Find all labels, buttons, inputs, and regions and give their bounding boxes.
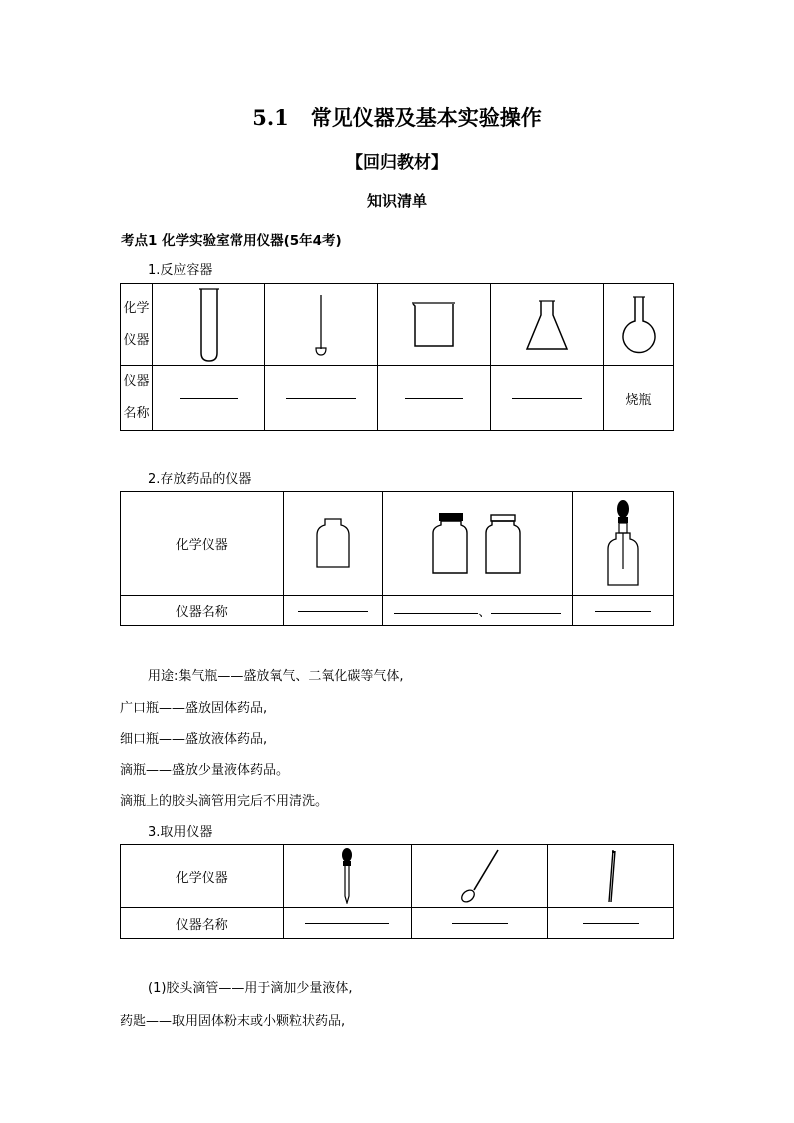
blank-cell[interactable] bbox=[283, 596, 383, 626]
tool-usage-line: (1)胶头滴管——用于滴加少量液体, bbox=[148, 981, 353, 996]
blank-cell[interactable] bbox=[283, 908, 412, 939]
medicine-spoon-icon bbox=[458, 848, 502, 904]
blank-cell[interactable] bbox=[548, 908, 674, 939]
title-text: 常见仪器及基本实验操作 bbox=[310, 105, 542, 130]
answer-blank[interactable] bbox=[491, 612, 561, 614]
point-heading: 考点1 化学实验室常用仪器(5年4考) bbox=[121, 233, 342, 249]
table3-label: 3.取用仪器 bbox=[148, 825, 213, 840]
test-tube-icon bbox=[199, 287, 219, 363]
table2-label: 2.存放药品的仪器 bbox=[148, 472, 252, 487]
table1-label: 1.反应容器 bbox=[148, 263, 213, 278]
answer-blank[interactable] bbox=[583, 922, 639, 924]
blank-cell[interactable] bbox=[573, 596, 674, 626]
blank-separator: 、 bbox=[478, 605, 492, 620]
answer-blank[interactable] bbox=[405, 397, 463, 399]
subtitle: 【回归教材】 bbox=[346, 153, 448, 173]
table2-row-instrument bbox=[121, 492, 674, 596]
cell-test-tube bbox=[153, 284, 265, 366]
blank-cell[interactable] bbox=[412, 908, 548, 939]
taking-tools-table bbox=[120, 844, 674, 939]
title-number: 5.1 bbox=[252, 105, 289, 130]
dropper-icon bbox=[340, 848, 354, 904]
answer-blank[interactable] bbox=[298, 610, 368, 612]
round-flask-icon bbox=[620, 295, 658, 355]
reagent-bottles-icon bbox=[431, 511, 525, 577]
cell-medicine-spoon bbox=[412, 845, 548, 908]
table3-row-name bbox=[121, 908, 674, 939]
tweezers-icon bbox=[604, 848, 618, 904]
table2-row2-header: 仪器名称 bbox=[121, 596, 284, 626]
table2-row-name bbox=[121, 596, 674, 626]
cell-dropping-bottle bbox=[573, 492, 674, 596]
storage-vessels-table bbox=[120, 491, 674, 626]
usage-line: 滴瓶上的胶头滴管用完后不用清洗。 bbox=[120, 794, 329, 809]
usage-line: 广口瓶——盛放固体药品, bbox=[120, 701, 268, 716]
beaker-icon bbox=[411, 300, 457, 350]
usage-line: 滴瓶——盛放少量液体药品。 bbox=[120, 763, 290, 778]
table1-row2-header bbox=[121, 366, 153, 431]
usage-line: 细口瓶——盛放液体药品, bbox=[120, 732, 268, 747]
blank-cell[interactable] bbox=[491, 366, 604, 431]
blank-cell[interactable] bbox=[383, 596, 573, 626]
header-line: 仪器 bbox=[123, 374, 150, 389]
usage-line: 用途:集气瓶——盛放氧气、二氧化碳等气体, bbox=[148, 669, 404, 684]
reaction-vessels-table bbox=[120, 283, 674, 431]
conical-flask-icon bbox=[525, 299, 569, 351]
name-flask: 烧瓶 bbox=[604, 366, 674, 431]
cell-round-flask bbox=[604, 284, 674, 366]
combustion-spoon-icon bbox=[313, 293, 329, 357]
header-line: 化学 bbox=[123, 300, 150, 316]
page-title bbox=[0, 102, 794, 132]
blank-cell[interactable] bbox=[153, 366, 265, 431]
blank-cell[interactable] bbox=[378, 366, 491, 431]
dropping-bottle-icon bbox=[604, 499, 642, 589]
cell-beaker bbox=[378, 284, 491, 366]
answer-blank[interactable] bbox=[452, 922, 508, 924]
answer-blank[interactable] bbox=[394, 612, 478, 614]
cell-bottles bbox=[383, 492, 573, 596]
cell-dropper bbox=[283, 845, 412, 908]
table1-row-instrument bbox=[121, 284, 674, 366]
tool-usage-line: 药匙——取用固体粉末或小颗粒状药品, bbox=[120, 1014, 346, 1029]
answer-blank[interactable] bbox=[512, 397, 582, 399]
table1-row1-header bbox=[121, 284, 153, 366]
header-line: 名称 bbox=[123, 406, 150, 421]
section-heading: 知识清单 bbox=[366, 192, 427, 210]
gas-collecting-bottle-icon bbox=[315, 517, 351, 571]
cell-spoon bbox=[265, 284, 378, 366]
table2-row1-header: 化学仪器 bbox=[121, 492, 284, 596]
table3-row1-header: 化学仪器 bbox=[121, 845, 284, 908]
cell-conical-flask bbox=[491, 284, 604, 366]
answer-blank[interactable] bbox=[286, 397, 356, 399]
header-line: 仪器 bbox=[123, 332, 150, 348]
answer-blank[interactable] bbox=[595, 610, 651, 612]
table3-row-instrument bbox=[121, 845, 674, 908]
blank-cell[interactable] bbox=[265, 366, 378, 431]
table3-row2-header: 仪器名称 bbox=[121, 908, 284, 939]
cell-gas-bottle bbox=[283, 492, 383, 596]
answer-blank[interactable] bbox=[180, 397, 238, 399]
table1-row-name bbox=[121, 366, 674, 431]
cell-tweezers bbox=[548, 845, 674, 908]
answer-blank[interactable] bbox=[305, 922, 389, 924]
